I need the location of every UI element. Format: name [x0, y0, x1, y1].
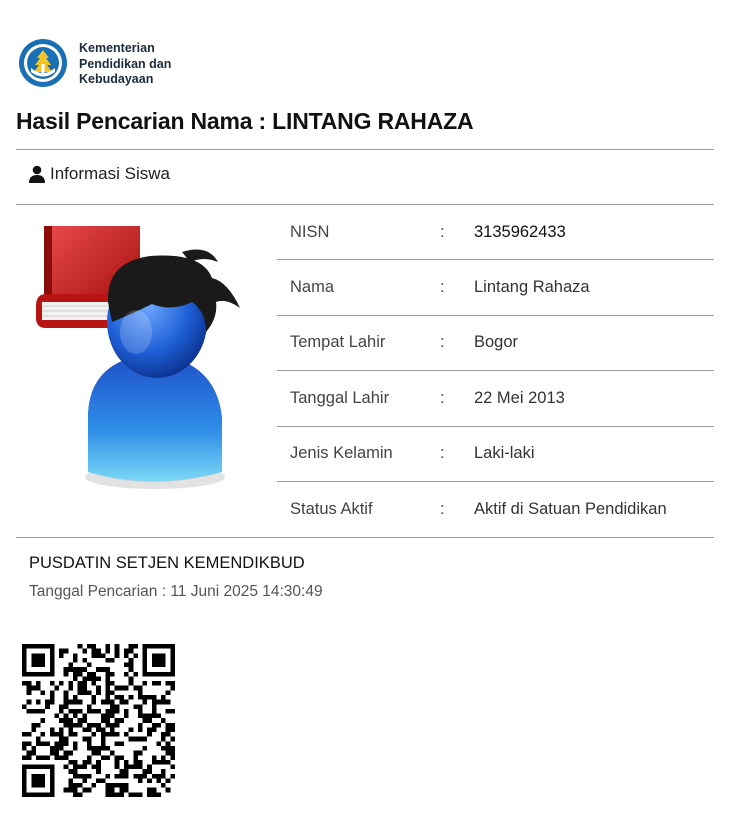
ministry-name	[79, 41, 171, 88]
info-separator: :	[440, 388, 445, 407]
info-value: Aktif di Satuan Pendidikan	[474, 500, 667, 519]
info-row-tempat-lahir	[277, 316, 714, 371]
info-label: Status Aktif	[290, 500, 373, 519]
info-value: 3135962433	[474, 222, 566, 241]
divider-bottom	[16, 537, 714, 538]
student-info-table	[277, 205, 714, 537]
info-separator: :	[440, 444, 445, 463]
ministry-line-3: Kebudayaan	[79, 72, 154, 86]
info-separator: :	[440, 278, 445, 297]
section-title: Informasi Siswa	[50, 164, 170, 183]
qr-code-icon	[22, 644, 175, 797]
info-label: Nama	[290, 278, 335, 297]
page-title: Hasil Pencarian Nama : LINTANG RAHAZA	[16, 108, 474, 134]
info-row-tanggal-lahir	[277, 371, 714, 426]
info-value: Bogor	[474, 333, 519, 352]
section-header	[28, 164, 170, 184]
search-date: Tanggal Pencarian : 11 Juni 2025 14:30:49	[29, 583, 323, 600]
divider-top	[16, 149, 714, 150]
info-label: Tanggal Lahir	[290, 388, 390, 407]
info-label: NISN	[290, 222, 330, 241]
info-separator: :	[440, 222, 445, 241]
info-label: Tempat Lahir	[290, 333, 386, 352]
info-separator: :	[440, 333, 445, 352]
info-row-jenis-kelamin	[277, 427, 714, 482]
tut-wuri-handayani-logo-icon	[18, 38, 68, 88]
info-separator: :	[440, 500, 445, 519]
info-value: Lintang Rahaza	[474, 278, 590, 297]
info-value: 22 Mei 2013	[474, 388, 565, 407]
info-row-status-aktif	[277, 482, 714, 537]
ministry-line-2: Pendidikan dan	[79, 56, 172, 71]
info-label: Jenis Kelamin	[290, 444, 393, 463]
ministry-line-1: Kementerian	[79, 41, 155, 55]
info-row-nama	[277, 260, 714, 315]
info-row-nisn	[277, 205, 714, 260]
info-value: Laki-laki	[474, 444, 535, 463]
student-avatar-icon	[32, 222, 264, 492]
footer-organization: PUSDATIN SETJEN KEMENDIKBUD	[29, 554, 305, 572]
user-icon	[28, 165, 46, 183]
